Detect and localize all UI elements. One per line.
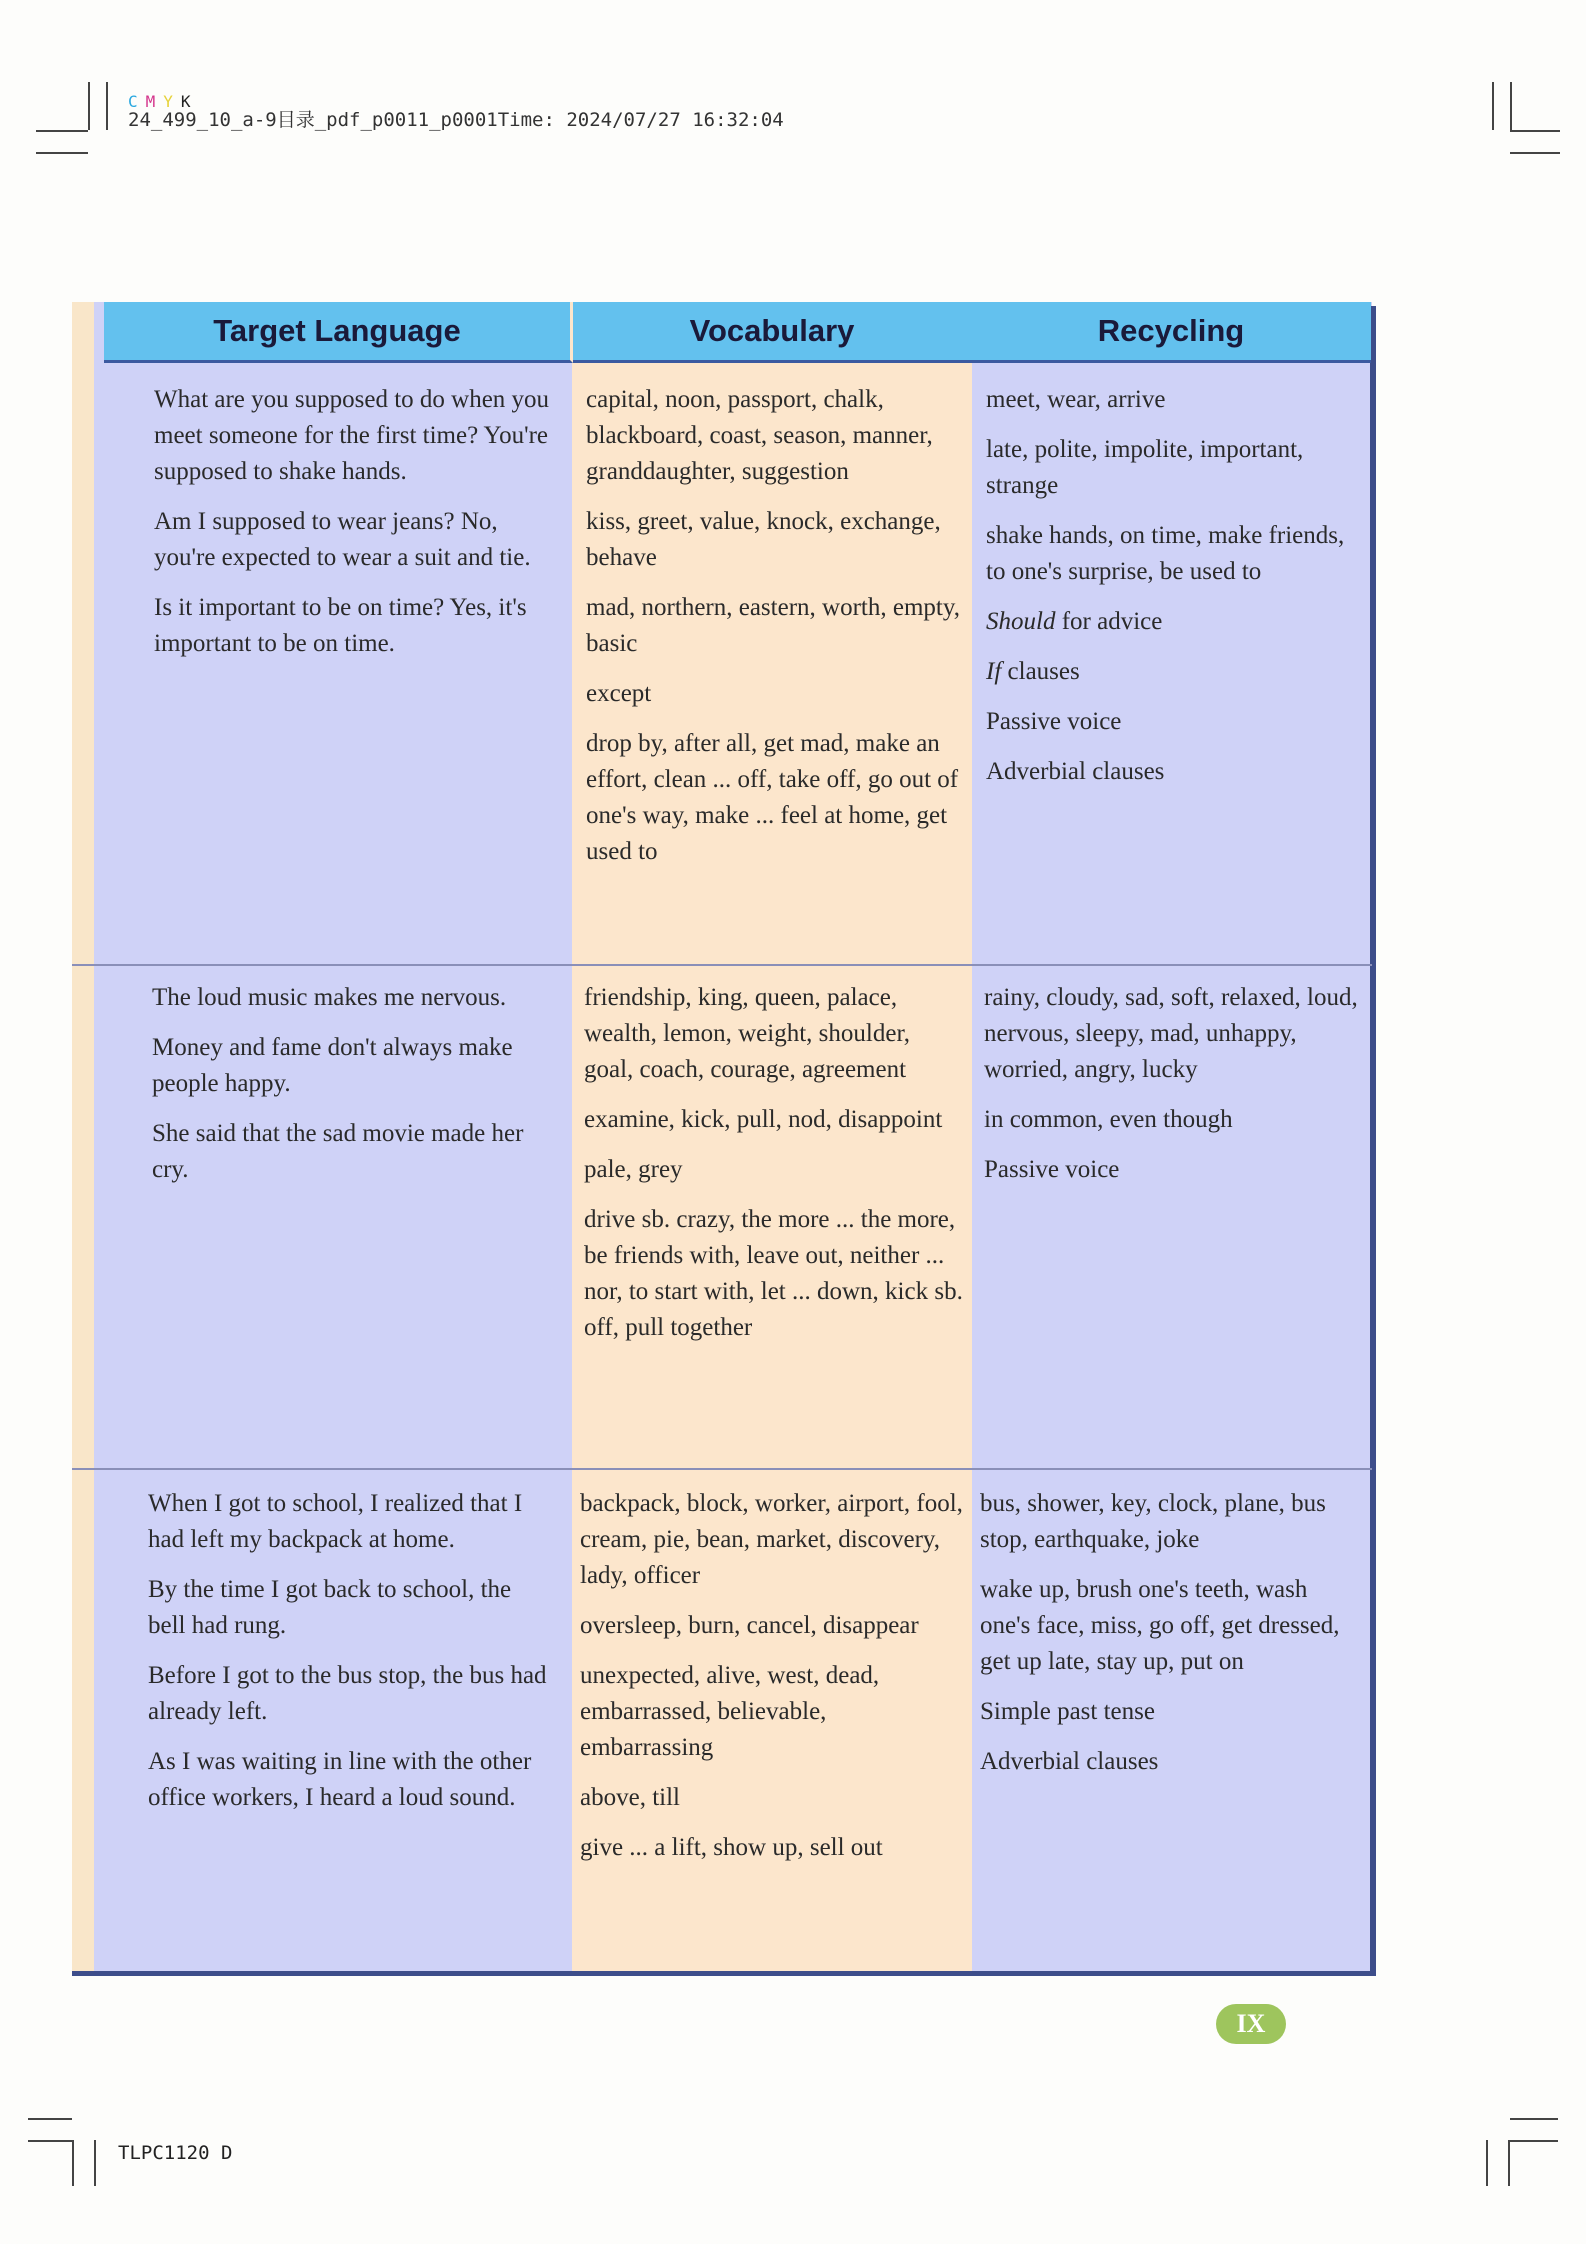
row3-recycling-cell — [980, 1486, 1360, 1794]
vocab-group: except — [586, 680, 652, 707]
cmyk-c: C — [128, 92, 138, 111]
vocab-group: backpack, block, worker, airport, fool, cream, pie, bean, market, discovery, lady, officer — [580, 1490, 963, 1589]
table-header-row — [104, 302, 1372, 364]
target-sentence: She said that the sad movie made her cry. — [152, 1120, 524, 1183]
vocab-group: drop by, after all, get mad, make an effort, clean ... off, take off, go out of one's way, make ... feel at home, get used to — [586, 730, 959, 865]
target-sentence: As I was waiting in line with the other office workers, I heard a loud sound. — [148, 1748, 532, 1811]
row3-target-cell — [148, 1486, 552, 1830]
crop-mark — [36, 152, 88, 154]
recycling-item: rainy, cloudy, sad, soft, relaxed, loud, nervous, sleepy, mad, unhappy, worried, angry, lucky — [984, 984, 1358, 1083]
crop-mark — [106, 82, 108, 130]
vocab-group: mad, northern, eastern, worth, empty, basic — [586, 594, 960, 657]
crop-mark — [72, 2140, 74, 2186]
recycling-item: bus, shower, key, clock, plane, bus stop, earthquake, joke — [980, 1490, 1326, 1553]
target-sentence: By the time I got back to school, the bell had rung. — [148, 1576, 512, 1639]
recycling-item: wake up, brush one's teeth, wash one's face, miss, go off, get dressed, get up late, stay up, put on — [980, 1576, 1340, 1675]
recycling-item: in common, even though — [984, 1106, 1233, 1133]
vocab-group: oversleep, burn, cancel, disappear — [580, 1612, 919, 1639]
crop-mark — [1492, 82, 1494, 130]
header-target-language: Target Language — [104, 302, 573, 363]
crop-mark — [1508, 2140, 1510, 2186]
recycling-item: Simple past tense — [980, 1698, 1155, 1725]
footer-code: TLPC1120 D — [118, 2142, 233, 2164]
crop-mark — [1486, 2140, 1488, 2186]
target-sentence: Am I supposed to wear jeans? No, you're expected to wear a suit and tie. — [154, 508, 531, 571]
row3-vocabulary-cell — [580, 1486, 964, 1880]
target-sentence: Money and fame don't always make people happy. — [152, 1034, 513, 1097]
cmyk-m: M — [145, 92, 156, 111]
recycling-item: Adverbial clauses — [986, 758, 1165, 785]
crop-mark — [36, 130, 88, 132]
header-vocabulary: Vocabulary — [573, 302, 971, 363]
recycling-item: late, polite, impolite, important, strange — [986, 436, 1304, 499]
target-sentence: Is it important to be on time? Yes, it's important to be on time. — [154, 594, 527, 657]
row-separator — [72, 1468, 1372, 1470]
crop-mark — [1510, 152, 1560, 154]
vocab-group: pale, grey — [584, 1156, 683, 1183]
row2-vocabulary-cell — [584, 980, 964, 1360]
row2-recycling-cell — [984, 980, 1360, 1202]
crop-mark — [28, 2118, 72, 2120]
recycling-item: Passive voice — [986, 708, 1122, 735]
row2-target-cell — [152, 980, 552, 1202]
syllabus-table — [72, 302, 1372, 1972]
print-file-line: 24_499_10_a-9目录_pdf_p0011_p0001Time: 2024/07/27 16:32:04 — [128, 109, 784, 131]
recycling-item: shake hands, on time, make friends, to one's surprise, be used to — [986, 522, 1345, 585]
target-sentence: What are you supposed to do when you meet someone for the first time? You're supposed to shake hands. — [154, 386, 550, 485]
vocab-group: capital, noon, passport, chalk, blackboard, coast, season, manner, granddaughter, suggestion — [586, 386, 933, 485]
row1-vocabulary-cell — [586, 382, 964, 884]
crop-mark — [28, 2140, 72, 2142]
row-separator — [72, 964, 1372, 966]
target-sentence: When I got to school, I realized that I had left my backpack at home. — [148, 1490, 523, 1553]
header-recycling: Recycling — [971, 302, 1371, 363]
crop-mark — [88, 82, 90, 130]
target-sentence: Before I got to the bus stop, the bus had already left. — [148, 1662, 547, 1725]
recycling-item: meet, wear, arrive — [986, 386, 1166, 413]
crop-mark — [1510, 2118, 1558, 2120]
target-sentence: The loud music makes me nervous. — [152, 984, 507, 1011]
page-number-badge: IX — [1216, 2004, 1286, 2044]
crop-mark — [1510, 82, 1512, 130]
recycling-item: If clauses — [986, 658, 1080, 685]
cmyk-k: K — [180, 92, 191, 111]
vocab-group: examine, kick, pull, nod, disappoint — [584, 1106, 943, 1133]
row1-recycling-cell — [986, 382, 1362, 804]
vocab-group: give ... a lift, show up, sell out — [580, 1834, 883, 1861]
row1-target-cell — [154, 382, 554, 676]
vocab-group: drive sb. crazy, the more ... the more, be friends with, leave out, neither ... nor, to start with, let ... down, kick sb. off, pull together — [584, 1206, 963, 1341]
vocab-group: above, till — [580, 1784, 680, 1811]
crop-mark — [1510, 130, 1560, 132]
cmyk-y: Y — [163, 92, 173, 111]
recycling-item: Should for advice — [986, 608, 1163, 635]
crop-mark — [1510, 2140, 1558, 2142]
recycling-item: Adverbial clauses — [980, 1748, 1159, 1775]
crop-mark — [94, 2140, 96, 2186]
vocab-group: kiss, greet, value, knock, exchange, behave — [586, 508, 941, 571]
vocab-group: friendship, king, queen, palace, wealth, lemon, weight, shoulder, goal, coach, courage, agreement — [584, 984, 911, 1083]
recycling-item: Passive voice — [984, 1156, 1120, 1183]
vocab-group: unexpected, alive, west, dead, embarrassed, believable, embarrassing — [580, 1662, 880, 1761]
print-header — [128, 92, 784, 130]
